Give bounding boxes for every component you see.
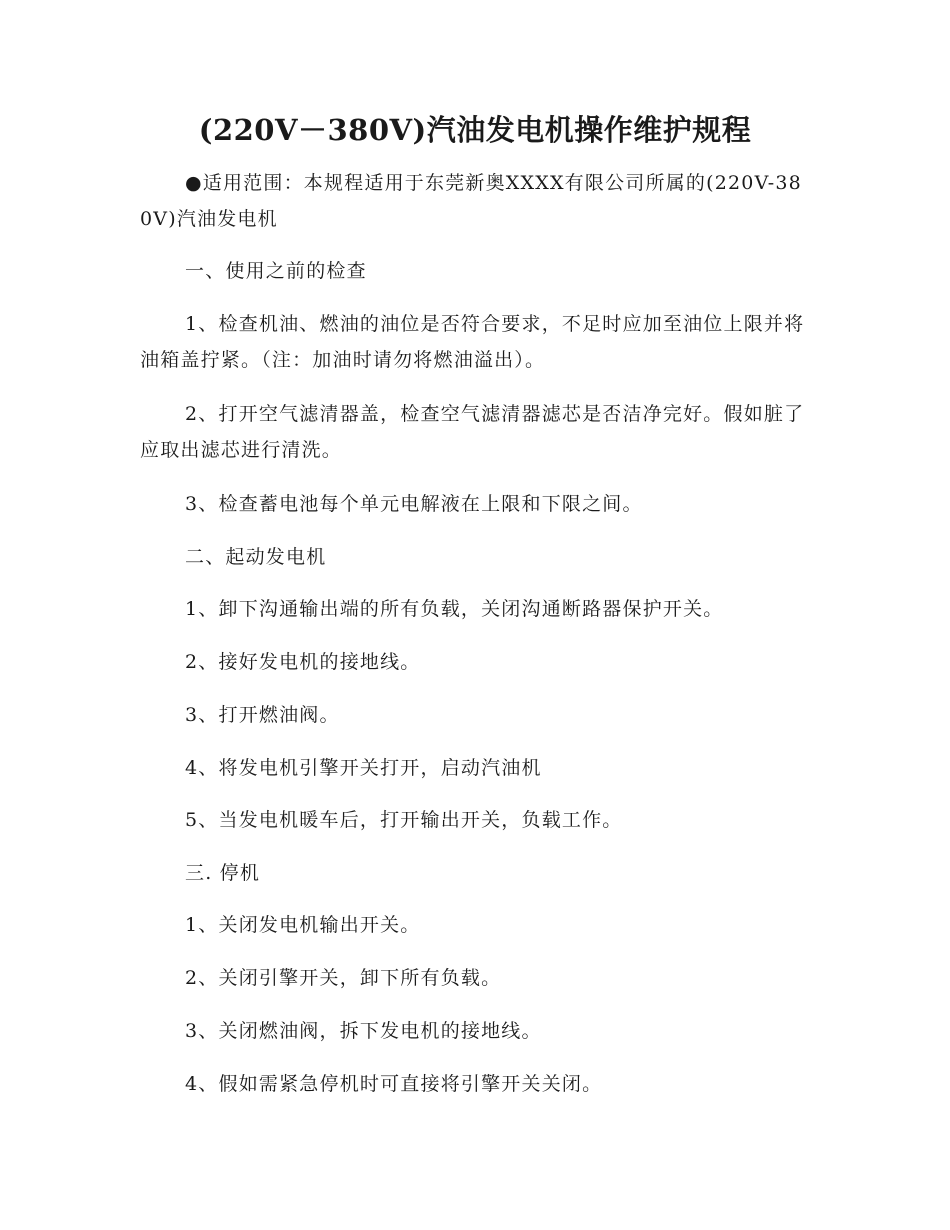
section-heading-pre-use-check: 一、使用之前的检查 [185,260,367,282]
paragraph-start-engine: 4、将发电机引擎开关打开，启动汽油机 [185,757,542,779]
section-heading-shutdown: 三. 停机 [185,862,261,884]
paragraph-check-battery: 3、检查蓄电池每个单元电解液在上限和下限之间。 [185,493,643,515]
paragraph-open-fuel-valve: 3、打开燃油阀。 [185,704,340,726]
paragraph-check-oil: 1、检查机油、燃油的油位是否符合要求，不足时应加至油位上限并将油箱盖拧紧。（注：加油时请勿将燃油溢出）。 [140,313,805,371]
paragraph-emergency-stop: 4、假如需紧急停机时可直接将引擎开关关闭。 [185,1073,603,1095]
section-heading-start-generator: 二、起动发电机 [185,546,327,568]
scope-paragraph: ●适用范围：本规程适用于东莞新奥XXXX有限公司所属的(220V-380V)汽油发电机 [140,172,802,230]
document-title: (220V－380V)汽油发电机操作维护规程 [198,113,752,147]
paragraph-close-output-switch: 1、关闭发电机输出开关。 [185,914,421,936]
paragraph-remove-loads: 1、卸下沟通输出端的所有负载，关闭沟通断路器保护开关。 [185,598,724,620]
paragraph-warm-up-load: 5、当发电机暖车后，打开输出开关，负载工作。 [185,809,623,831]
paragraph-check-air-filter: 2、打开空气滤清器盖，检查空气滤清器滤芯是否洁净完好。假如脏了应取出滤芯进行清洗。 [140,403,805,461]
paragraph-close-fuel-valve: 3、关闭燃油阀，拆下发电机的接地线。 [185,1020,542,1042]
paragraph-ground-wire: 2、接好发电机的接地线。 [185,651,421,673]
paragraph-close-engine-switch: 2、关闭引擎开关，卸下所有负载。 [185,967,502,989]
